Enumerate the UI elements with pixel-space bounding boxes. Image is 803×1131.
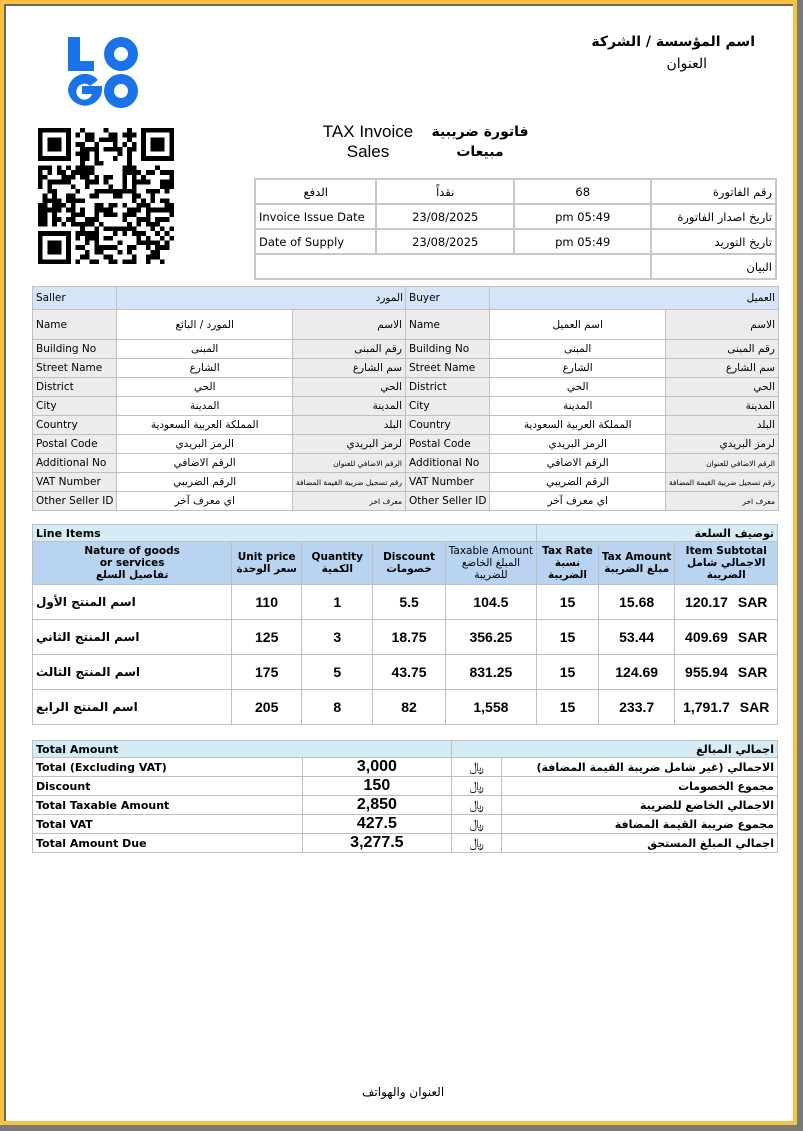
seller-value: الرقم الاضافي [117, 454, 293, 473]
info-value-date: نقداً [376, 179, 514, 204]
riyal-symbol-icon: ﷼ [452, 777, 502, 796]
riyal-symbol-icon: ﷼ [452, 815, 502, 834]
buyer-value: المدينة [490, 397, 666, 416]
totals-label-ar: الاجمالي (غير شامل ضريبة القيمة المضافة) [502, 758, 778, 777]
buyer-row [406, 473, 779, 492]
col-unit-price-ar: سعر الوحدة [236, 563, 297, 575]
totals-label-en: Total Taxable Amount [33, 796, 303, 815]
item-unit-price: 175 [232, 655, 302, 690]
totals-value: 3,277.5 [302, 834, 452, 853]
item-discount: 82 [373, 690, 445, 725]
totals-row [33, 777, 778, 796]
info-label-en: Invoice Issue Date [255, 204, 376, 229]
company-address: العنوان [666, 56, 707, 72]
totals-label-en: Total (Excluding VAT) [33, 758, 303, 777]
info-label-en: الدفع [255, 179, 376, 204]
seller-row [33, 454, 406, 473]
item-currency: SAR [737, 594, 768, 610]
totals-label-ar: الاجمالي الخاضع للضريبة [502, 796, 778, 815]
buyer-header-ar: العميل [490, 287, 779, 310]
seller-label-ar: رقم تسجيل ضريبة القيمة المضافة [292, 473, 405, 492]
buyer-label-ar: الرقم الاضافي للعنوان [665, 454, 778, 473]
line-item-row [33, 690, 778, 725]
info-label-ar: تاريخ اصدار الفاتورة [651, 204, 776, 229]
item-taxable: 104.5 [445, 585, 536, 620]
buyer-label-en: Name [406, 310, 490, 340]
buyer-row [406, 378, 779, 397]
item-name [33, 620, 232, 655]
totals-value: 2,850 [302, 796, 452, 815]
title-ar-line1: فاتورة ضريبية [431, 124, 529, 140]
totals-value: 3,000 [302, 758, 452, 777]
item-currency: SAR [739, 699, 770, 715]
seller-label-ar: الحي [292, 378, 405, 397]
seller-value: الحي [117, 378, 293, 397]
item-tax: 124.69 [598, 655, 675, 690]
totals-section-ar: اجمالي المبالغ [452, 741, 778, 758]
item-qty: 5 [302, 655, 373, 690]
line-item-row [33, 620, 778, 655]
title-ar-line2: مبيعات [456, 144, 504, 160]
info-value: pm 05:49 [514, 204, 652, 229]
seller-label-ar: المدينة [292, 397, 405, 416]
item-name-text: اسم المنتج الرابع [36, 700, 138, 714]
seller-label-en: Country [33, 416, 117, 435]
totals-row [33, 796, 778, 815]
info-value: 68 [514, 179, 652, 204]
totals-label-ar: مجموع الخصومات [502, 777, 778, 796]
info-label-ar: تاريخ التوريد [651, 229, 776, 254]
info-value-date: 23/08/2025 [376, 229, 514, 254]
info-label-en: Date of Supply [255, 229, 376, 254]
buyer-label-en: Country [406, 416, 490, 435]
seller-label-ar: الاسم [292, 310, 405, 340]
buyer-row [406, 435, 779, 454]
invoice-title-ar [430, 122, 530, 162]
totals-row [33, 758, 778, 777]
info-row [255, 229, 776, 254]
info-value: pm 05:49 [514, 229, 652, 254]
buyer-label-en: Other Seller ID [406, 492, 490, 511]
title-en-line1: TAX Invoice [322, 122, 414, 141]
buyer-label-en: City [406, 397, 490, 416]
col-taxable-ar2: للضريبة [474, 569, 508, 581]
totals-row [33, 834, 778, 853]
company-block [591, 34, 755, 72]
item-unit-price: 110 [232, 585, 302, 620]
seller-value: الرقم الضريبي [117, 473, 293, 492]
seller-row [33, 435, 406, 454]
col-discount-en: Discount [383, 551, 436, 563]
seller-header-en: Saller [33, 287, 117, 310]
seller-label-en: Name [33, 310, 117, 340]
buyer-label-en: Postal Code [406, 435, 490, 454]
item-rate: 15 [537, 690, 599, 725]
item-taxable: 831.25 [445, 655, 536, 690]
buyer-label-en: Additional No [406, 454, 490, 473]
line-items-section-ar: توصيف السلعة [537, 525, 778, 542]
seller-label-en: VAT Number [33, 473, 117, 492]
col-taxable-ar1: المبلغ الخاضع [461, 557, 521, 569]
company-name: اسم المؤسسة / الشركة [591, 34, 755, 50]
seller-value: الرمز البريدي [117, 435, 293, 454]
info-row [255, 204, 776, 229]
col-nature [33, 542, 232, 585]
col-quantity [302, 542, 373, 585]
seller-label-ar: سم الشارع [292, 359, 405, 378]
seller-row [33, 473, 406, 492]
buyer-value: الرقم الاضافي [490, 454, 666, 473]
buyer-row [406, 310, 779, 340]
company-logo [64, 35, 144, 111]
item-name-text: اسم المنتج الثاني [36, 630, 140, 644]
col-quantity-ar: الكمية [321, 563, 353, 575]
col-subtotal-ar2: الضريبة [706, 569, 746, 581]
item-name-text: اسم المنتج الثالث [36, 665, 141, 679]
title-en-line2: Sales [346, 142, 390, 161]
item-unit-price: 125 [232, 620, 302, 655]
totals-label-en: Total VAT [33, 815, 303, 834]
item-subtotal-value: 955.94 [685, 664, 728, 680]
seller-row [33, 340, 406, 359]
item-qty: 1 [302, 585, 373, 620]
col-tax-rate-ar2: الضريبة [547, 569, 587, 581]
riyal-symbol-icon: ﷼ [452, 758, 502, 777]
col-unit-price [232, 542, 302, 585]
buyer-row [406, 416, 779, 435]
seller-value: المورد / البائع [117, 310, 293, 340]
col-tax-rate-en: Tax Rate [542, 545, 593, 557]
item-subtotal [675, 690, 778, 725]
buyer-label-en: Building No [406, 340, 490, 359]
item-tax: 53.44 [598, 620, 675, 655]
buyer-header-en: Buyer [406, 287, 490, 310]
info-value-date: 23/08/2025 [376, 204, 514, 229]
invoice-title-en [306, 122, 430, 162]
col-tax-amount-en: Tax Amount [601, 551, 672, 563]
seller-row [33, 310, 406, 340]
item-discount: 43.75 [373, 655, 445, 690]
item-qty: 8 [302, 690, 373, 725]
item-qty: 3 [302, 620, 373, 655]
col-taxable-en: Taxable Amount [448, 545, 534, 557]
buyer-label-ar: معرف اخر [665, 492, 778, 511]
item-name [33, 655, 232, 690]
seller-value: اي معرف آخر [117, 492, 293, 511]
line-item-row [33, 655, 778, 690]
buyer-label-ar: رقم تسجيل ضريبة القيمة المضافة [665, 473, 778, 492]
item-currency: SAR [737, 664, 768, 680]
totals-label-en: Total Amount Due [33, 834, 303, 853]
item-subtotal [675, 655, 778, 690]
item-subtotal [675, 620, 778, 655]
line-items-section-en: Line Items [33, 525, 537, 542]
item-name [33, 585, 232, 620]
col-discount-ar: خصومات [386, 563, 432, 575]
col-tax-amount [598, 542, 675, 585]
info-row [255, 254, 776, 279]
item-taxable: 356.25 [445, 620, 536, 655]
buyer-value: الحي [490, 378, 666, 397]
buyer-label-en: Street Name [406, 359, 490, 378]
totals-table [32, 740, 778, 853]
totals-label-en: Discount [33, 777, 303, 796]
buyer-value: المبنى [490, 340, 666, 359]
totals-value: 150 [302, 777, 452, 796]
item-rate: 15 [537, 585, 599, 620]
info-statement-value [255, 254, 651, 279]
item-discount: 18.75 [373, 620, 445, 655]
seller-label-ar: لرمز البريدي [292, 435, 405, 454]
seller-value: الشارع [117, 359, 293, 378]
seller-label-ar: رقم المبنى [292, 340, 405, 359]
col-tax-rate-ar1: نسبة [554, 557, 581, 569]
item-unit-price: 205 [232, 690, 302, 725]
col-nature-en2: or services [99, 557, 165, 569]
col-tax-amount-ar: مبلغ الضريبة [604, 563, 670, 575]
seller-header-ar: المورد [117, 287, 406, 310]
info-label-ar: البيان [651, 254, 776, 279]
invoice-info-table [254, 178, 777, 280]
buyer-label-en: District [406, 378, 490, 397]
seller-row [33, 397, 406, 416]
buyer-value: المملكة العربية السعودية [490, 416, 666, 435]
item-subtotal [675, 585, 778, 620]
info-row [255, 179, 776, 204]
buyer-label-ar: الحي [665, 378, 778, 397]
seller-label-ar: البلد [292, 416, 405, 435]
item-currency: SAR [737, 629, 768, 645]
seller-label-ar: معرف اخر [292, 492, 405, 511]
buyer-row [406, 340, 779, 359]
col-quantity-en: Quantity [311, 551, 363, 563]
buyer-row [406, 397, 779, 416]
seller-label-en: Other Seller ID [33, 492, 117, 511]
seller-label-en: Building No [33, 340, 117, 359]
buyer-label-ar: البلد [665, 416, 778, 435]
col-unit-price-en: Unit price [237, 551, 296, 563]
buyer-label-ar: المدينة [665, 397, 778, 416]
seller-label-ar: الرقم الاضافي للعنوان [292, 454, 405, 473]
buyer-row [406, 492, 779, 511]
seller-row [33, 416, 406, 435]
item-rate: 15 [537, 620, 599, 655]
totals-label-ar: اجمالي المبلغ المستحق [502, 834, 778, 853]
item-tax: 233.7 [598, 690, 675, 725]
item-discount: 5.5 [373, 585, 445, 620]
seller-value: المدينة [117, 397, 293, 416]
col-nature-ar: تفاصيل السلع [95, 569, 169, 581]
seller-value: المملكة العربية السعودية [117, 416, 293, 435]
buyer-value: اي معرف آخر [490, 492, 666, 511]
seller-value: المبنى [117, 340, 293, 359]
buyer-value: الرقم الضريبي [490, 473, 666, 492]
buyer-table [405, 286, 779, 511]
item-name [33, 690, 232, 725]
buyer-value: الرمز البريدي [490, 435, 666, 454]
invoice-page [4, 4, 793, 1121]
seller-label-en: Additional No [33, 454, 117, 473]
seller-row [33, 359, 406, 378]
col-taxable [445, 542, 536, 585]
footer-address: العنوان والهواتف [362, 1085, 445, 1099]
buyer-row [406, 359, 779, 378]
item-subtotal-value: 120.17 [685, 594, 728, 610]
totals-label-ar: مجموع ضريبة القيمة المضافة [502, 815, 778, 834]
qr-code [36, 128, 176, 264]
col-subtotal-en: Item Subtotal [685, 545, 767, 557]
buyer-label-en: VAT Number [406, 473, 490, 492]
riyal-symbol-icon: ﷼ [452, 796, 502, 815]
col-subtotal-ar1: الاجمالي شامل [687, 557, 766, 569]
seller-label-en: Street Name [33, 359, 117, 378]
info-label-ar: رقم الفاتورة [651, 179, 776, 204]
col-nature-en1: Nature of goods [84, 545, 180, 557]
seller-table [32, 286, 406, 511]
item-taxable: 1,558 [445, 690, 536, 725]
totals-value: 427.5 [302, 815, 452, 834]
totals-row [33, 815, 778, 834]
col-discount [373, 542, 445, 585]
line-item-row [33, 585, 778, 620]
seller-label-en: District [33, 378, 117, 397]
buyer-label-ar: لرمز البريدي [665, 435, 778, 454]
buyer-label-ar: سم الشارع [665, 359, 778, 378]
line-items-table [32, 524, 778, 725]
item-subtotal-value: 409.69 [685, 629, 728, 645]
buyer-label-ar: رقم المبنى [665, 340, 778, 359]
seller-row [33, 378, 406, 397]
riyal-symbol-icon: ﷼ [452, 834, 502, 853]
seller-label-en: City [33, 397, 117, 416]
seller-label-en: Postal Code [33, 435, 117, 454]
col-tax-rate [537, 542, 599, 585]
buyer-value: الشارع [490, 359, 666, 378]
totals-section-en: Total Amount [33, 741, 452, 758]
item-subtotal-value: 1,791.7 [683, 699, 730, 715]
item-tax: 15.68 [598, 585, 675, 620]
seller-row [33, 492, 406, 511]
item-name-text: اسم المنتج الأول [36, 595, 136, 609]
item-rate: 15 [537, 655, 599, 690]
buyer-row [406, 454, 779, 473]
buyer-value: اسم العميل [490, 310, 666, 340]
col-subtotal [675, 542, 778, 585]
buyer-label-ar: الاسم [665, 310, 778, 340]
